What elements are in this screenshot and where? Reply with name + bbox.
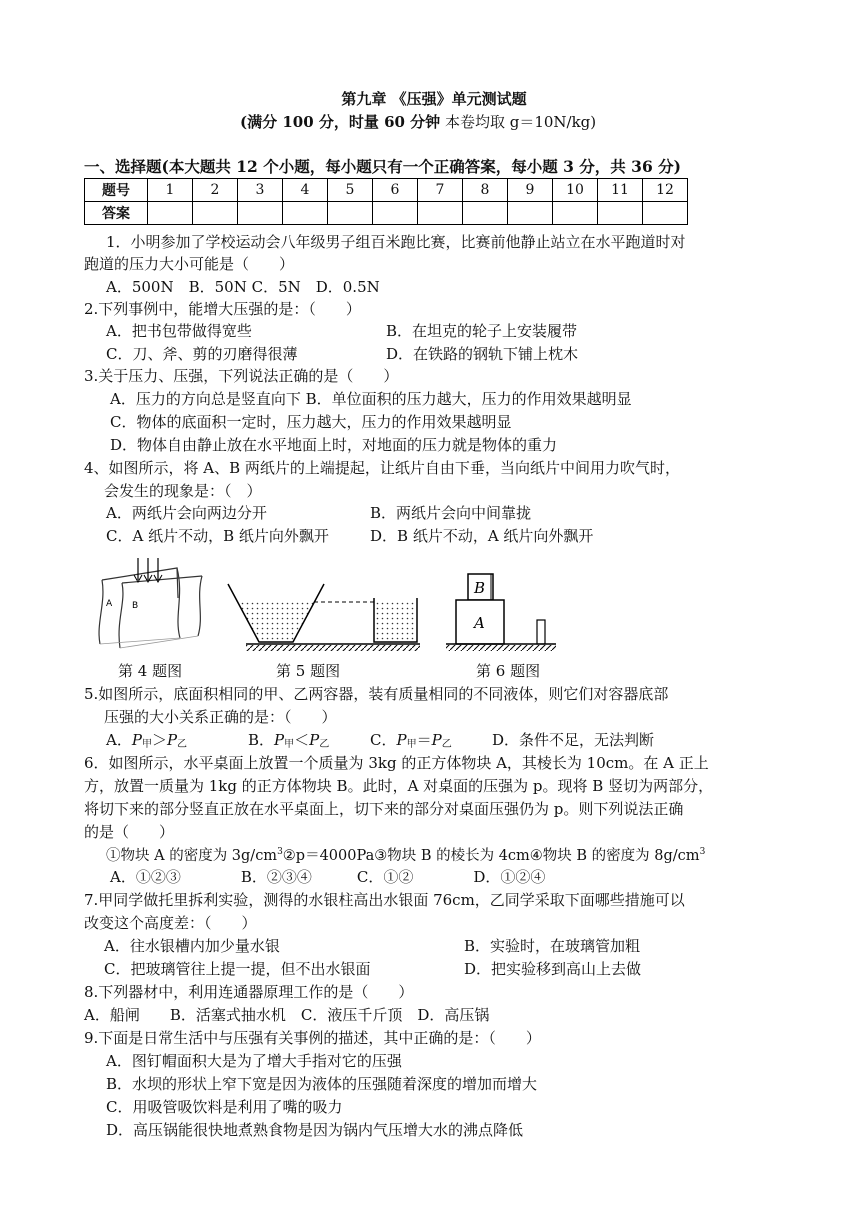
page-subtitle	[240, 111, 596, 132]
q2-option-c: C．刀、斧、剪的刃磨得很薄	[106, 345, 298, 363]
q4-option-d: D．B 纸片不动，A 纸片向外飘开	[370, 527, 594, 545]
q6-line2: 方，放置一质量为 1kg 的正方体物块 B。此时，A 对桌面的压强为 p。现将 B 竖切为两部分，	[84, 777, 714, 795]
q5-c-prefix: C．	[370, 731, 397, 749]
q5-b-prefix: B．	[248, 731, 275, 749]
q7-line2: 改变这个高度差：（ ）	[84, 914, 257, 932]
pressure-symbol: P	[274, 731, 285, 749]
q7-line1: 7.甲同学做托里拆利实验，测得的水银柱高出水银面 76cm，乙同学采取下面哪些措施可以	[84, 891, 685, 909]
table-cell: 7	[418, 179, 463, 202]
figure-4-paper-sheets	[92, 558, 212, 658]
q6-statement-2: ②p＝4000Pa③物块 B 的棱长为 4cm④物块 B 的密度为 8g/cm	[282, 848, 700, 864]
q7-option-c: C．把玻璃管往上提一提，但不出水银面	[104, 960, 371, 978]
table-cell: 5	[328, 179, 373, 202]
q7-option-d: D．把实验移到高山上去做	[464, 960, 642, 978]
q4-line1: 4、如图所示，将 A、B 两纸片的上端提起，让纸片自由下垂，当向纸片中间用力吹气时，	[84, 459, 680, 477]
answer-cell[interactable]	[508, 202, 553, 225]
q5-c-relation: ＝	[416, 731, 432, 749]
q3-stem: 3.关于压力、压强，下列说法正确的是（ ）	[84, 367, 399, 385]
table-cell: 6	[373, 179, 418, 202]
section-title: 一、选择题(本大题共 12 个小题，每小题只有一个正确答案，每小题 3 分，共 36 分)	[84, 157, 681, 176]
q5-line2: 压强的大小关系正确的是：（ ）	[104, 708, 337, 726]
answer-cell[interactable]	[553, 202, 598, 225]
table-cell: 12	[643, 179, 688, 202]
q1-line2: 跑道的压力大小可能是（ ）	[84, 255, 295, 273]
superscript: 3	[699, 847, 706, 858]
q6-line3: 将切下来的部分竖直正放在水平桌面上，切下来的部分对桌面压强仍为 p。则下列说法正确	[84, 800, 684, 818]
figure-4-caption: 第 4 题图	[118, 662, 183, 680]
answer-cell[interactable]	[328, 202, 373, 225]
table-cell: 11	[598, 179, 643, 202]
subscript-jia: 甲	[141, 739, 152, 750]
q3-option-d: D．物体自由静止放在水平地面上时，对地面的压力就是物体的重力	[110, 436, 558, 454]
table-cell: 2	[193, 179, 238, 202]
table-row-numbers	[85, 179, 688, 202]
q5-a-prefix: A．	[106, 731, 132, 749]
q1-options: A．500N B．50N C．5N D．0.5N	[106, 278, 380, 296]
q8-options: A．船闸 B．活塞式抽水机 C．液压千斤顶 D．高压锅	[84, 1006, 490, 1024]
subscript-yi: 乙	[177, 739, 188, 750]
q9-stem: 9.下面是日常生活中与压强有关事例的描述，其中正确的是：（ ）	[84, 1029, 541, 1047]
subtitle-bold: (满分 100 分，时量 60 分钟	[240, 113, 441, 131]
subtitle-rest: 本卷均取 g＝10N/kg)	[444, 113, 597, 131]
q4-option-c: C．A 纸片不动，B 纸片向外飘开	[106, 527, 329, 545]
table-cell: 10	[553, 179, 598, 202]
table-cell: 8	[463, 179, 508, 202]
q6-line1: 6．如图所示，水平桌面上放置一个质量为 3kg 的正方体物块 A，其棱长为 10cm。在 A 正上	[84, 754, 709, 772]
q2-stem: 2.下列事例中，能增大压强的是：（ ）	[84, 300, 361, 318]
superscript: 3	[277, 847, 283, 858]
q2-option-b: B．在坦克的轮子上安装履带	[386, 322, 578, 340]
answer-cell[interactable]	[238, 202, 283, 225]
answer-cell[interactable]	[418, 202, 463, 225]
q5-b-relation: ＜	[294, 731, 310, 749]
answer-cell[interactable]	[463, 202, 508, 225]
q3-option-c: C．物体的底面积一定时，压力越大，压力的作用效果越明显	[110, 413, 512, 431]
table-row-answers	[85, 202, 688, 225]
answer-cell[interactable]	[283, 202, 328, 225]
table-cell: 3	[238, 179, 283, 202]
page-title: 第九章 《压强》单元测试题	[341, 90, 527, 108]
q5-option-c	[370, 729, 452, 750]
q6-options: A．①②③ B．②③④ C．①② D．①②④	[110, 868, 546, 886]
q9-option-c: C．用吸管吸饮料是利用了嘴的吸力	[106, 1098, 343, 1116]
answer-cell[interactable]	[598, 202, 643, 225]
q6-line4: 的是（ ）	[84, 823, 175, 841]
q9-option-a: A．图钉帽面积大是为了增大手指对它的压强	[106, 1052, 402, 1070]
fig6-label-a: A	[474, 614, 485, 632]
q5-a-relation: ＞	[151, 731, 167, 749]
q1-line1: 1．小明参加了学校运动会八年级男子组百米跑比赛，比赛前他静止站立在水平跑道时对	[106, 233, 686, 251]
q3-option-a: A．压力的方向总是竖直向下 B．单位面积的压力越大，压力的作用效果越明显	[110, 390, 632, 408]
table-cell: 9	[508, 179, 553, 202]
subscript-yi: 乙	[441, 739, 452, 750]
answer-cell[interactable]	[193, 202, 238, 225]
pressure-symbol: P	[166, 731, 178, 749]
q5-line1: 5.如图所示，底面积相同的甲、乙两容器，装有质量相同的不同液体，则它们对容器底部	[84, 685, 669, 703]
q9-option-b: B．水坝的形状上窄下宽是因为液体的压强随着深度的增加而增大	[106, 1075, 538, 1093]
pressure-symbol: P	[131, 731, 142, 749]
answer-cell[interactable]	[148, 202, 193, 225]
pressure-symbol: P	[309, 731, 320, 749]
figure-6-caption: 第 6 题图	[476, 662, 541, 680]
table-cell: 4	[283, 179, 328, 202]
figure-5-caption: 第 5 题图	[276, 662, 341, 680]
figure-6-blocks	[438, 566, 558, 658]
table-header-cell: 题号	[85, 179, 148, 202]
q2-option-a: A．把书包带做得宽些	[106, 322, 252, 340]
q7-option-a: A．往水银槽内加少量水银	[104, 937, 280, 955]
q6-statement-1: ①物块 A 的密度为 3g/cm	[106, 848, 278, 864]
q4-option-b: B．两纸片会向中间靠拢	[370, 504, 532, 522]
q4-option-a: A．两纸片会向两边分开	[106, 504, 267, 522]
answer-table	[84, 178, 688, 225]
q6-statements	[106, 844, 705, 865]
q7-option-b: B．实验时，在玻璃管加粗	[464, 937, 641, 955]
answer-cell[interactable]	[373, 202, 418, 225]
q9-option-d: D．高压锅能很快地煮熟食物是因为锅内气压增大水的沸点降低	[106, 1121, 524, 1139]
q8-stem: 8.下列器材中，利用连通器原理工作的是（ ）	[84, 983, 414, 1001]
figure-5-containers	[226, 582, 420, 656]
fig6-label-b: B	[474, 579, 486, 597]
q5-option-d: D．条件不足，无法判断	[492, 731, 655, 749]
pressure-symbol: P	[396, 731, 407, 749]
answer-cell[interactable]	[643, 202, 688, 225]
q5-option-b	[248, 729, 329, 750]
fig4-label-b: B	[132, 601, 139, 611]
subscript-jia: 甲	[284, 739, 295, 750]
q2-option-d: D．在铁路的钢轨下铺上枕木	[386, 345, 579, 363]
subscript-jia: 甲	[406, 739, 417, 750]
pressure-symbol: P	[431, 731, 442, 749]
q4-line2: 会发生的现象是：（ ）	[104, 482, 262, 500]
table-cell: 1	[148, 179, 193, 202]
fig4-label-a: A	[106, 599, 113, 609]
q5-option-a	[106, 729, 187, 750]
subscript-yi: 乙	[319, 739, 330, 750]
table-header-cell: 答案	[85, 202, 148, 225]
